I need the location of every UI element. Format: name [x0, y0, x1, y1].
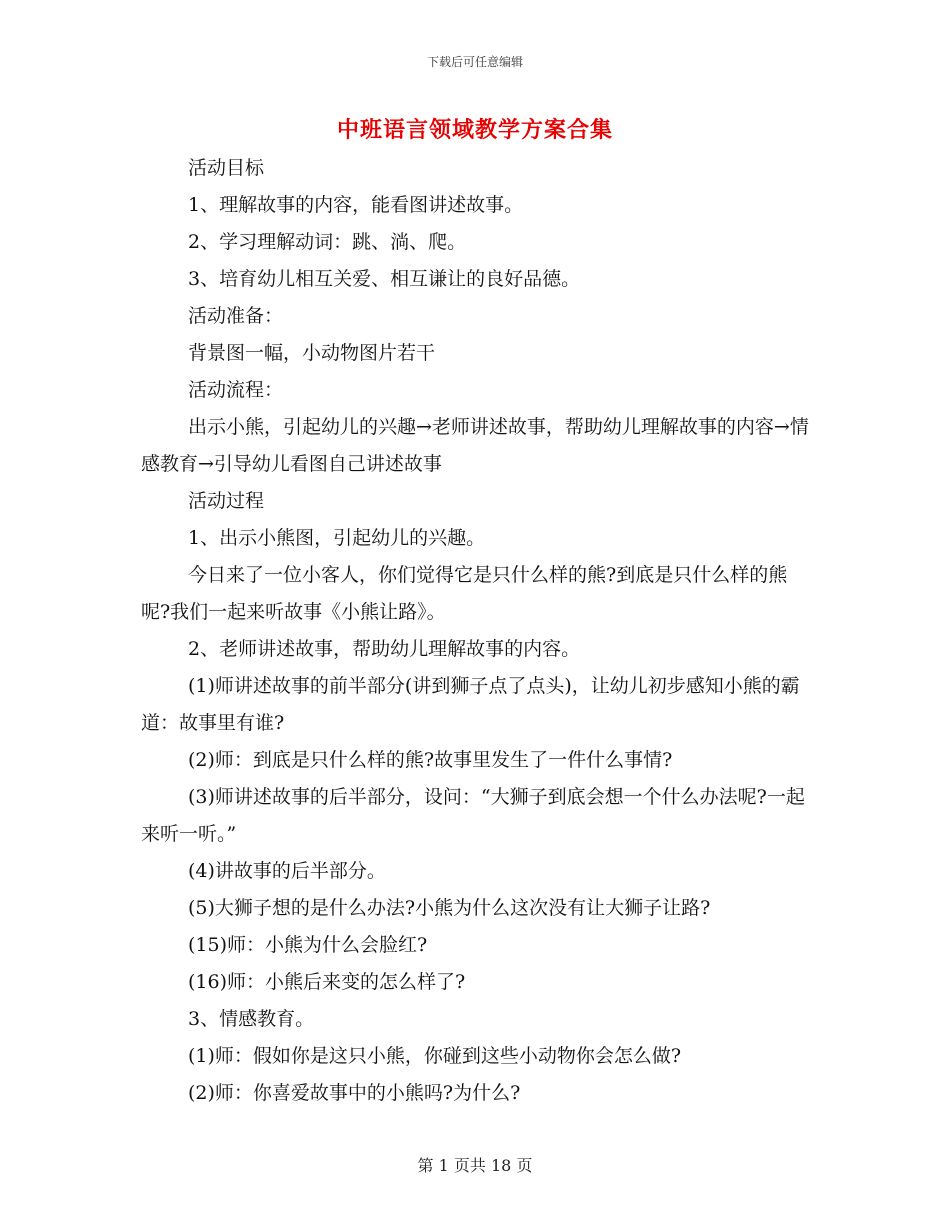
paragraph: 3、培育幼儿相互关爱、相互谦让的良好品德。: [188, 268, 581, 290]
paragraph: (3)师讲述故事的后半部分，设问：“大狮子到底会想一个什么办法呢?一起来听一听。”: [141, 786, 805, 845]
document-title: 中班语言领域教学方案合集: [336, 117, 613, 143]
section-heading: 活动目标: [188, 157, 265, 179]
paragraph: 3、情感教育。: [188, 1008, 315, 1030]
section-heading: 活动准备：: [188, 305, 284, 327]
paragraph: 1、理解故事的内容，能看图讲述故事。: [188, 194, 524, 216]
page-number: 第 1 页共 18 页: [417, 1156, 533, 1175]
paragraph: 2、老师讲述故事，帮助幼儿理解故事的内容。: [188, 638, 581, 660]
paragraph: (1)师：假如你是这只小熊，你碰到这些小动物你会怎么做?: [188, 1045, 682, 1067]
paragraph: 今日来了一位小客人，你们觉得它是只什么样的熊?到底是只什么样的熊呢?我们一起来听故事《小熊让路》。: [141, 564, 788, 623]
page-header: 下载后可任意编辑: [426, 55, 523, 69]
paragraph: (5)大狮子想的是什么办法?小熊为什么这次没有让大狮子让路?: [188, 897, 711, 919]
section-heading: 活动流程：: [188, 379, 284, 401]
document-body: [141, 150, 809, 1112]
paragraph: 出示小熊，引起幼儿的兴趣→老师讲述故事，帮助幼儿理解故事的内容→情感教育→引导幼儿看图自己讲述故事: [141, 416, 809, 475]
paragraph: 背景图一幅，小动物图片若干: [188, 342, 436, 364]
paragraph: (4)讲故事的后半部分。: [188, 860, 386, 882]
paragraph: 2、学习理解动词：跳、淌、爬。: [188, 231, 467, 253]
paragraph: (2)师：到底是只什么样的熊?故事里发生了一件什么事情?: [188, 749, 673, 771]
paragraph: (15)师：小熊为什么会脸红?: [188, 934, 428, 956]
paragraph: (1)师讲述故事的前半部分(讲到狮子点了点头)，让幼儿初步感知小熊的霸道：故事里有谁?: [141, 675, 800, 734]
section-heading: 活动过程: [188, 490, 265, 512]
paragraph: (16)师：小熊后来变的怎么样了?: [188, 971, 466, 993]
paragraph: 1、出示小熊图，引起幼儿的兴趣。: [188, 527, 486, 549]
paragraph: (2)师：你喜爱故事中的小熊吗?为什么?: [188, 1082, 521, 1104]
